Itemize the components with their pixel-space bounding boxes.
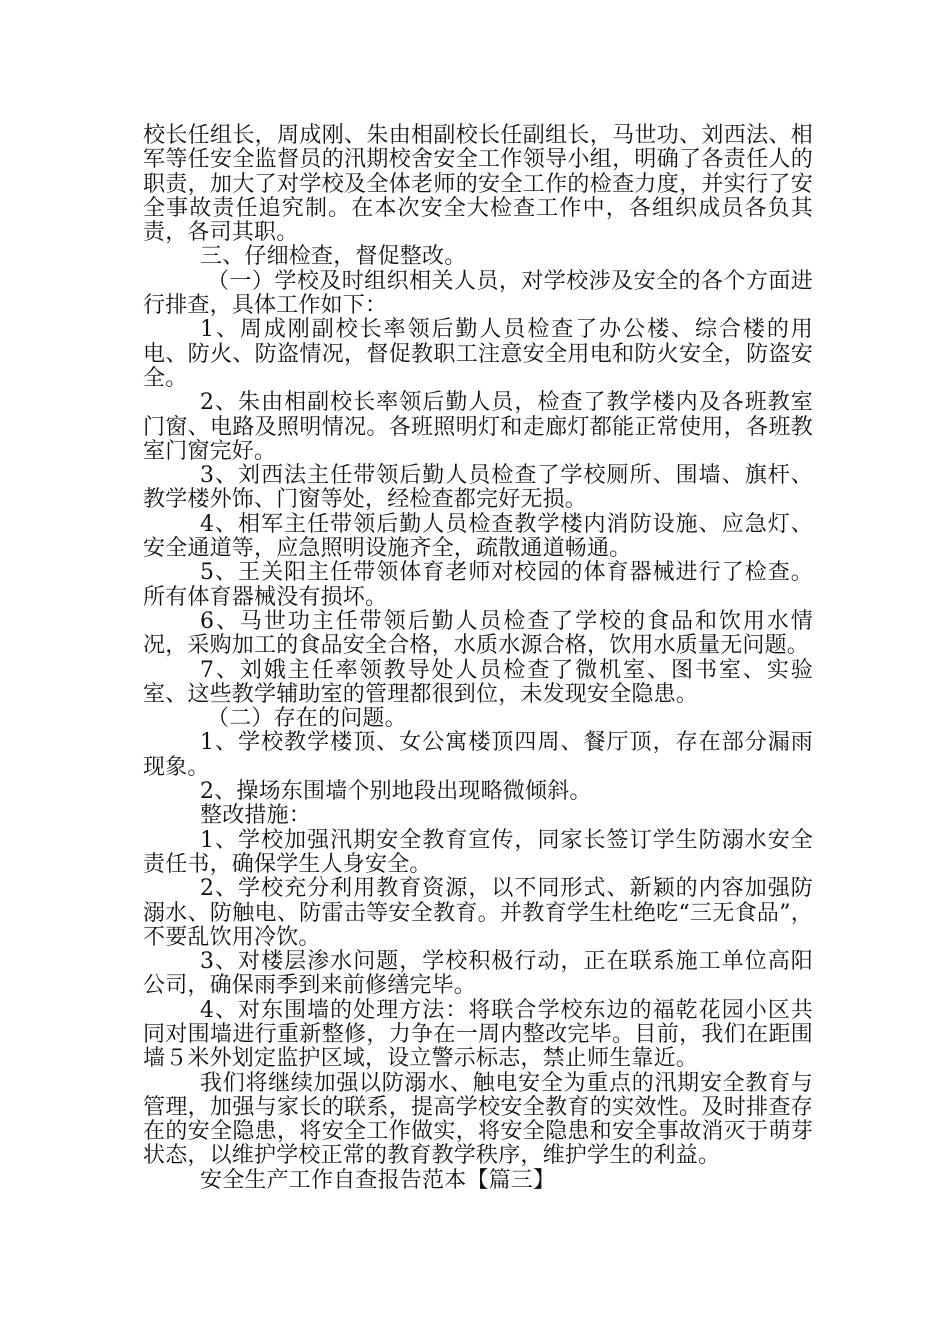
list-item: 3、刘西法主任带领后勤人员检查了学校厕所、围墙、旗杆、教学楼外饰、门窗等处，经检查都完好无损。 (143, 463, 813, 513)
subsection-heading: （二）存在的问题。 (207, 706, 407, 732)
document-body (143, 124, 813, 1193)
section-heading: 三、仔细检查，督促整改。 (200, 244, 467, 270)
list-item: 2、学校充分利用教育资源，以不同形式、新颖的内容加强防溺水、防触电、防雷击等安全教育。并教育学生杜绝吃“三无食品”，不要乱饮用冷饮。 (143, 876, 813, 950)
list-item: 7、刘娥主任率领教导处人员检查了微机室、图书室、实验室、这些教学辅助室的管理都很到位，未发现安全隐患。 (143, 657, 813, 707)
list-item: 2、操场东围墙个别地段出现略微倾斜。 (200, 779, 592, 805)
subsection-heading: 整改措施： (200, 803, 312, 829)
list-item: 6、马世功主任带领后勤人员检查了学校的食品和饮用水情况，采购加工的食品安全合格，水质水源合格，饮用水质量无问题。 (143, 608, 813, 659)
subsection-heading: （一）学校及时组织相关人员，对学校涉及安全的各个方面进行排查，具体工作如下： (143, 268, 813, 319)
paragraph: 校长任组长，周成刚、朱由相副校长任副组长，马世功、刘西法、相军等任安全监督员的汛期校舍安全工作领导小组，明确了各责任人的职责，加大了对学校及全体老师的安全工作的检查力度，并实行了安全事故责任追究制。在本次安全大检查工作中，各组织成员各负其责，各司其职。 (143, 123, 813, 246)
list-item: 4、相军主任带领后勤人员检查教学楼内消防设施、应急灯、安全通道等，应急照明设施齐全，疏散通道畅通。 (143, 511, 813, 562)
list-item: 1、周成刚副校长率领后勤人员检查了办公楼、综合楼的用电、防火、防盗情况，督促教职工注意安全用电和防火安全，防盗安全。 (143, 317, 813, 391)
section-title: 安全生产工作自查报告范本【篇三】 (200, 1167, 556, 1193)
list-item: 4、对东围墙的处理方法：将联合学校东边的福乾花园小区共同对围墙进行重新整修，力争在一周内整改完毕。目前，我们在距围墙５米外划定监护区域，设立警示标志，禁止师生靠近。 (143, 997, 813, 1072)
list-item: 5、王关阳主任带领体育老师对校园的体育器械进行了检查。所有体育器械没有损坏。 (143, 560, 813, 610)
list-item: 1、学校加强汛期安全教育宣传，同家长签订学生防溺水安全责任书，确保学生人身安全。 (143, 827, 813, 877)
list-item: 3、对楼层渗水问题，学校积极行动，正在联系施工单位高阳公司，确保雨季到来前修缮完毕。 (143, 949, 813, 999)
list-item: 1、学校教学楼顶、女公寓楼顶四周、餐厅顶，存在部分漏雨现象。 (143, 730, 813, 780)
paragraph: 我们将继续加强以防溺水、触电安全为重点的汛期安全教育与管理，加强与家长的联系，提高学校安全教育的实效性。及时排查存在的安全隐患，将安全工作做实，将安全隐患和安全事故消灭于萌芽状态，以维护学校正常的教育教学秩序，维护学生的利益。 (143, 1070, 813, 1169)
list-item: 2、朱由相副校长率领后勤人员，检查了教学楼内及各班教室门窗、电路及照明情况。各班照明灯和走廊灯都能正常使用，各班教室门窗完好。 (143, 390, 813, 464)
